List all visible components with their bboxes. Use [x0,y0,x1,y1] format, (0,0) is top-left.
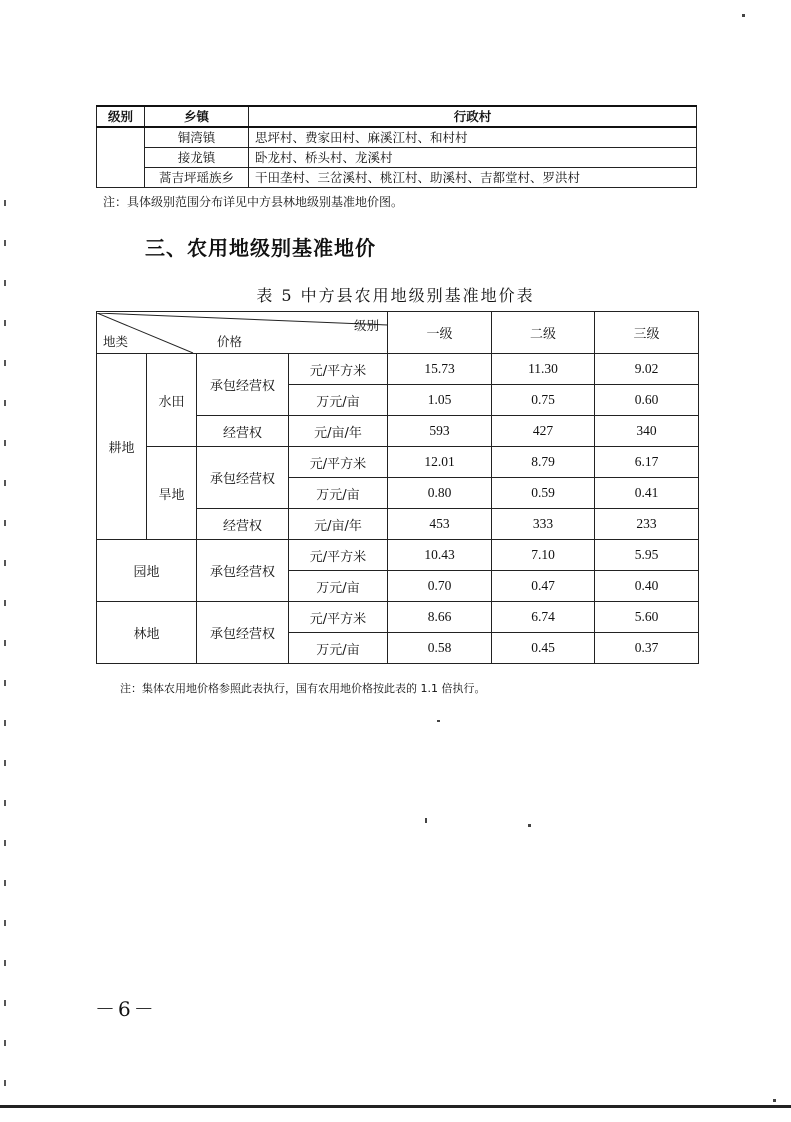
village-cell: 干田垄村、三岔溪村、桃江村、助溪村、吉都堂村、罗洪村 [249,168,697,188]
right-chengbao: 承包经营权 [197,540,289,602]
village-level-table [96,105,697,188]
right-chengbao: 承包经营权 [197,354,289,416]
value-cell: 6.17 [595,447,699,478]
value-cell: 5.60 [595,602,699,633]
unit-cell: 万元/亩 [289,633,388,664]
value-cell: 5.95 [595,540,699,571]
table-note: 注：具体级别范围分布详见中方县林地级别基准地价图。 [103,195,404,209]
land-type-yuandi: 园地 [97,540,197,602]
corner-price-label: 价格 [217,333,243,349]
unit-cell: 万元/亩 [289,478,388,509]
land-subtype-handi: 旱地 [147,447,197,540]
value-cell: 1.05 [388,385,492,416]
unit-cell: 万元/亩 [289,571,388,602]
value-cell: 9.02 [595,354,699,385]
value-cell: 6.74 [492,602,595,633]
table-caption: 表 5 中方县农用地级别基准地价表 [256,286,535,305]
right-chengbao: 承包经营权 [197,447,289,509]
right-jingying: 经营权 [197,509,289,540]
value-cell: 453 [388,509,492,540]
value-cell: 0.60 [595,385,699,416]
unit-cell: 元/亩/年 [289,416,388,447]
table-header-row [97,106,697,127]
diagonal-lines [97,313,388,353]
value-cell: 0.45 [492,633,595,664]
farmland-price-table [96,311,699,664]
table-row [97,447,699,478]
value-cell: 0.70 [388,571,492,602]
table-footnote: 注：集体农用地价格参照此表执行，国有农用地价格按此表的 1.1 倍执行。 [120,682,486,695]
table-row [97,602,699,633]
level-cell-empty [97,127,145,188]
header-town: 乡镇 [145,106,249,127]
table-row [97,148,697,168]
value-cell: 0.58 [388,633,492,664]
land-type-lindi: 林地 [97,602,197,664]
value-cell: 0.80 [388,478,492,509]
value-cell: 8.66 [388,602,492,633]
value-cell: 333 [492,509,595,540]
table-row [97,168,697,188]
unit-cell: 元/平方米 [289,354,388,385]
page-number: －6－ [95,997,157,1021]
table-row [97,540,699,571]
unit-cell: 元/平方米 [289,602,388,633]
town-cell: 铜湾镇 [145,127,249,148]
town-cell: 蒿吉坪瑶族乡 [145,168,249,188]
value-cell: 8.79 [492,447,595,478]
corner-level-label: 级别 [353,317,379,333]
value-cell: 0.59 [492,478,595,509]
village-cell: 卧龙村、桥头村、龙溪村 [249,148,697,168]
header-village: 行政村 [249,106,697,127]
level-header-2: 二级 [492,312,595,354]
header-level: 级别 [97,106,145,127]
unit-cell: 元/亩/年 [289,509,388,540]
value-cell: 10.43 [388,540,492,571]
table-header-row [97,312,699,354]
level-header-3: 三级 [595,312,699,354]
right-jingying: 经营权 [197,416,289,447]
level-header-1: 一级 [388,312,492,354]
scan-edge-marks [4,200,6,1090]
value-cell: 0.40 [595,571,699,602]
value-cell: 427 [492,416,595,447]
corner-cell [97,312,388,354]
value-cell: 593 [388,416,492,447]
value-cell: 15.73 [388,354,492,385]
right-chengbao: 承包经营权 [197,602,289,664]
corner-type-label: 地类 [103,333,129,349]
unit-cell: 元/平方米 [289,540,388,571]
land-type-gengdi: 耕地 [97,354,147,540]
village-cell: 思坪村、费家田村、麻溪江村、和村村 [249,127,697,148]
table-row [97,127,697,148]
value-cell: 0.75 [492,385,595,416]
value-cell: 12.01 [388,447,492,478]
value-cell: 0.41 [595,478,699,509]
town-cell: 接龙镇 [145,148,249,168]
value-cell: 7.10 [492,540,595,571]
value-cell: 11.30 [492,354,595,385]
value-cell: 0.47 [492,571,595,602]
land-subtype-shuitian: 水田 [147,354,197,447]
unit-cell: 万元/亩 [289,385,388,416]
section-heading: 三、农用地级别基准地价 [145,236,376,260]
unit-cell: 元/平方米 [289,447,388,478]
bottom-rule [0,1105,791,1108]
value-cell: 0.37 [595,633,699,664]
value-cell: 340 [595,416,699,447]
value-cell: 233 [595,509,699,540]
table-row [97,354,699,385]
